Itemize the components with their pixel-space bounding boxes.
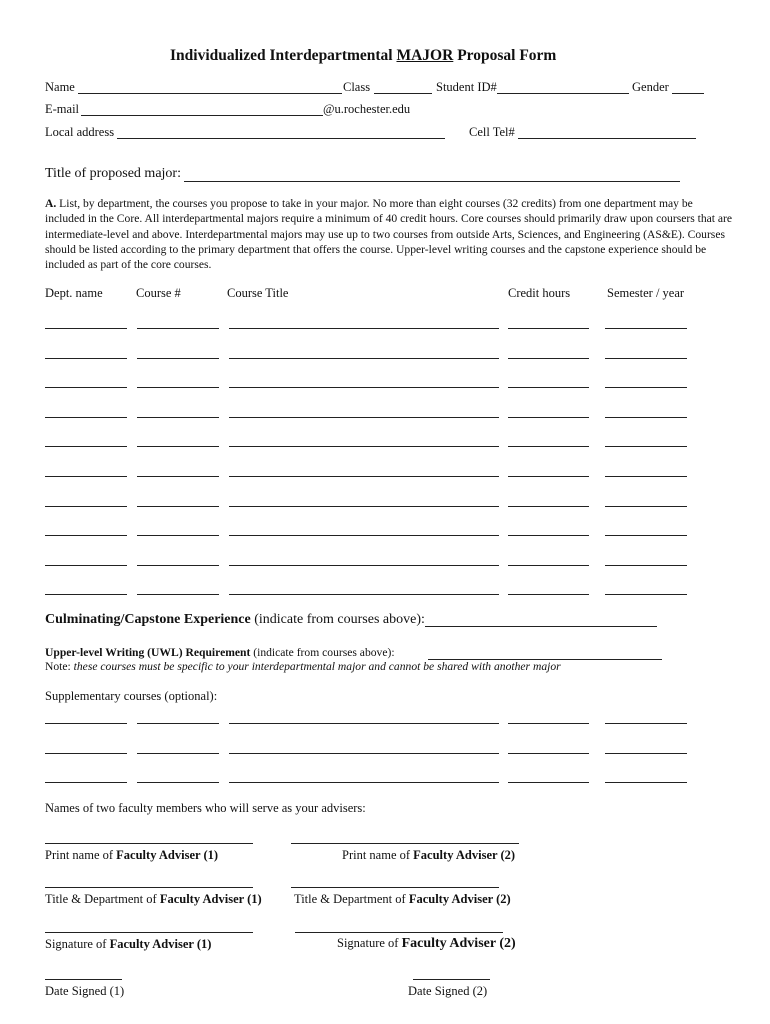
semester-field[interactable] [605,753,687,754]
semester-field[interactable] [605,723,687,724]
capstone-label-rest: (indicate from courses above): [250,612,425,627]
credit-hours-field[interactable] [508,506,589,507]
credit-hours-field[interactable] [508,723,589,724]
dept-field[interactable] [45,753,127,754]
course-number-field[interactable] [137,358,219,359]
semester-field[interactable] [605,417,687,418]
section-a-text: List, by department, the courses you propose to take in your major. No more than eight courses (32 credits) from one department may be included in the Core. All interdepartmental majors require a minimum of 40 credit hours. Core courses should primarily draw upon coursers that are intermediate-level and above. Interdepartmental majors may use up to two courses from outside Arts, Sciences, and Engineering (AS&E). Courses should be listed according to the primary department that offers the course. Upper-level writing courses and the capstone experience should be included as part of the core courses. [45,197,733,272]
signature-2-label [337,936,516,952]
date-2-field[interactable] [413,979,490,980]
dept-field[interactable] [45,506,127,507]
course-title-field[interactable] [229,476,499,477]
class-label: Class [343,80,371,94]
course-number-field[interactable] [137,476,219,477]
semester-field[interactable] [605,476,687,477]
signature-2-bold: Faculty Adviser (2) [401,936,516,951]
credit-hours-field[interactable] [508,782,589,783]
semester-field[interactable] [605,358,687,359]
email-field[interactable] [81,115,323,116]
credit-hours-field[interactable] [508,328,589,329]
semester-field[interactable] [605,506,687,507]
section-a-marker: A. [45,197,57,210]
print-name-1-field[interactable] [45,843,253,844]
title-dept-1-label [45,892,262,907]
signature-1-pre: Signature of [45,937,110,951]
print-name-1-label [45,848,218,863]
uwl-label-bold: Upper-level Writing (UWL) Requirement [45,646,251,659]
title-dept-2-bold: Faculty Adviser (2) [408,892,511,906]
class-field[interactable] [374,93,432,94]
supplementary-label: Supplementary courses (optional): [45,689,218,703]
print-name-1-pre: Print name of [45,848,117,862]
dept-field[interactable] [45,565,127,566]
dept-field[interactable] [45,723,127,724]
uwl-note [45,660,561,673]
title-major: MAJOR [396,47,454,64]
header-credit-hours: Credit hours [508,286,571,300]
course-title-field[interactable] [229,535,499,536]
title-dept-2-pre: Title & Department of [294,892,409,906]
capstone-label [45,612,425,628]
course-number-field[interactable] [137,535,219,536]
credit-hours-field[interactable] [508,387,589,388]
signature-1-label [45,937,211,952]
name-field[interactable] [78,93,342,94]
dept-field[interactable] [45,446,127,447]
credit-hours-field[interactable] [508,565,589,566]
title-dept-2-field[interactable] [291,887,499,888]
course-title-field[interactable] [229,328,499,329]
print-name-1-bold: Faculty Adviser (1) [116,848,219,862]
semester-field[interactable] [605,565,687,566]
course-number-field[interactable] [137,387,219,388]
credit-hours-field[interactable] [508,594,589,595]
course-number-field[interactable] [137,565,219,566]
signature-2-pre: Signature of [337,936,402,950]
gender-label: Gender [632,80,669,94]
name-label: Name [45,80,75,94]
address-label: Local address [45,125,115,139]
print-name-2-field[interactable] [291,843,519,844]
title-dept-1-pre: Title & Department of [45,892,160,906]
signature-1-field[interactable] [45,932,253,933]
print-name-2-label [342,848,515,863]
course-title-field[interactable] [229,782,499,783]
header-semester-year: Semester / year [607,286,685,300]
course-title-field[interactable] [229,723,499,724]
semester-field[interactable] [605,782,687,783]
signature-1-bold: Faculty Adviser (1) [109,937,212,951]
dept-field[interactable] [45,358,127,359]
student-id-label: Student ID# [436,80,497,94]
dept-field[interactable] [45,594,127,595]
uwl-note-text: these courses must be specific to your interdepartmental major and cannot be shared with another major [73,660,561,673]
credit-hours-field[interactable] [508,476,589,477]
course-title-field[interactable] [229,594,499,595]
dept-field[interactable] [45,417,127,418]
course-number-field[interactable] [137,506,219,507]
uwl-note-label: Note: [45,660,74,673]
course-number-field[interactable] [137,328,219,329]
course-title-field[interactable] [229,506,499,507]
address-field[interactable] [117,138,445,139]
course-title-field[interactable] [229,446,499,447]
dept-field[interactable] [45,328,127,329]
title-pre: Individualized Interdepartmental [170,47,397,64]
course-number-field[interactable] [137,594,219,595]
title-dept-2-label [294,892,511,907]
signature-2-field[interactable] [295,932,503,933]
date-2-label: Date Signed (2) [408,984,488,998]
capstone-field[interactable] [425,626,657,627]
credit-hours-field[interactable] [508,417,589,418]
dept-field[interactable] [45,782,127,783]
course-title-field[interactable] [229,387,499,388]
uwl-label-rest: (indicate from courses above): [250,646,395,659]
gender-field[interactable] [672,93,704,94]
capstone-label-bold: Culminating/Capstone Experience [45,612,251,627]
credit-hours-field[interactable] [508,446,589,447]
advisers-intro: Names of two faculty members who will serve as your advisers: [45,801,366,815]
print-name-2-pre: Print name of [342,848,414,862]
semester-field[interactable] [605,328,687,329]
title-dept-1-field[interactable] [45,887,253,888]
uwl-label [45,646,395,659]
dept-field[interactable] [45,535,127,536]
form-title [170,47,556,65]
course-number-field[interactable] [137,753,219,754]
course-number-field[interactable] [137,723,219,724]
proposed-major-label: Title of proposed major: [45,166,181,181]
date-1-field[interactable] [45,979,122,980]
email-label: E-mail [45,102,80,116]
date-1-label: Date Signed (1) [45,984,125,998]
course-title-field[interactable] [229,565,499,566]
cell-field[interactable] [518,138,696,139]
course-number-field[interactable] [137,417,219,418]
semester-field[interactable] [605,446,687,447]
title-dept-1-bold: Faculty Adviser (1) [159,892,262,906]
proposed-major-field[interactable] [184,181,680,182]
course-number-field[interactable] [137,782,219,783]
email-domain: @u.rochester.edu [323,102,411,116]
header-course-number: Course # [136,286,181,300]
print-name-2-bold: Faculty Adviser (2) [413,848,516,862]
semester-field[interactable] [605,387,687,388]
credit-hours-field[interactable] [508,535,589,536]
cell-label: Cell Tel# [469,125,515,139]
header-dept-name: Dept. name [45,286,103,300]
course-title-field[interactable] [229,417,499,418]
course-number-field[interactable] [137,446,219,447]
course-title-field[interactable] [229,753,499,754]
student-id-field[interactable] [497,93,629,94]
section-a-paragraph [45,196,735,272]
dept-field[interactable] [45,476,127,477]
credit-hours-field[interactable] [508,358,589,359]
course-title-field[interactable] [229,358,499,359]
dept-field[interactable] [45,387,127,388]
semester-field[interactable] [605,535,687,536]
header-course-title: Course Title [227,286,289,300]
credit-hours-field[interactable] [508,753,589,754]
semester-field[interactable] [605,594,687,595]
title-post: Proposal Form [453,47,557,64]
